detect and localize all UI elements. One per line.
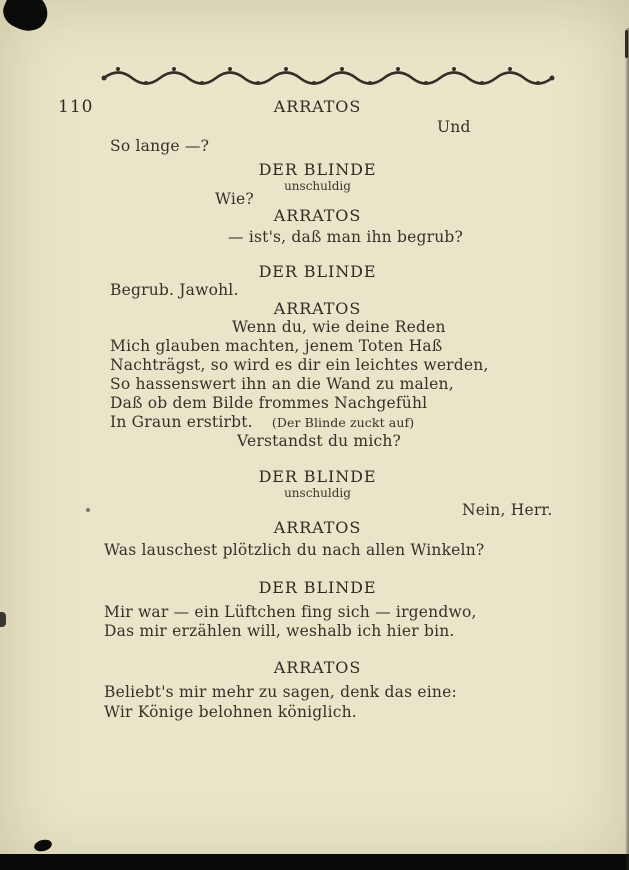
- dialogue-line: Nachträgst, so wird es dir ein leichtes werden,: [110, 356, 489, 374]
- dialogue-line: Daß ob dem Bilde frommes Nachgefühl: [110, 394, 428, 412]
- scan-artifact-top-right: [625, 30, 628, 58]
- dialogue-line: Wenn du, wie deine Reden: [232, 318, 446, 336]
- scan-artifact-bottom-bar: [0, 854, 629, 870]
- speaker-heading: DER BLINDE: [258, 262, 377, 281]
- stage-direction: unschuldig: [284, 486, 351, 500]
- stage-direction-inline: (Der Blinde zuckt auf): [271, 415, 415, 430]
- speaker-heading: DER BLINDE: [258, 160, 377, 179]
- dialogue-line: So lange —?: [110, 137, 210, 155]
- scan-artifact-top-left: [0, 0, 54, 37]
- scan-artifact-speck: [86, 508, 90, 512]
- dialogue-line: Mich glauben machten, jenem Toten Haß: [110, 337, 443, 355]
- scan-artifact-bottom-left: [33, 838, 53, 853]
- speaker-heading: ARRATOS: [273, 299, 362, 318]
- ornament-band: [100, 66, 558, 86]
- dialogue-line: Begrub. Jawohl.: [110, 281, 239, 299]
- stage-direction: unschuldig: [284, 179, 351, 193]
- page-number: 110: [58, 97, 94, 117]
- dialogue-line: Nein, Herr.: [462, 501, 553, 519]
- scan-artifact-right-edge: [625, 28, 629, 870]
- speaker-heading: ARRATOS: [273, 206, 362, 225]
- dialogue-line: Wir Könige belohnen königlich.: [104, 703, 357, 721]
- dialogue-line: Verstandst du mich?: [237, 432, 402, 450]
- speaker-heading: ARRATOS: [273, 518, 362, 537]
- ornament-wave: [104, 73, 552, 84]
- speaker-heading: ARRATOS: [273, 97, 362, 116]
- dialogue-line: Das mir erzählen will, weshalb ich hier bin.: [104, 622, 455, 640]
- speaker-heading: ARRATOS: [273, 658, 362, 677]
- dialogue-line: So hassenswert ihn an die Wand zu malen,: [110, 375, 454, 393]
- dialogue-line: Wie?: [215, 190, 254, 208]
- dialogue-line-text: In Graun erstirbt.: [110, 413, 253, 431]
- dialogue-line: [110, 413, 414, 432]
- dialogue-line: Mir war — ein Lüftchen fing sich — irgendwo,: [104, 603, 477, 621]
- scan-artifact-left-edge: [0, 612, 6, 627]
- speaker-heading: DER BLINDE: [258, 467, 377, 486]
- dialogue-line: Beliebt's mir mehr zu sagen, denk das eine:: [104, 683, 457, 701]
- dialogue-line: — ist's, daß man ihn begrub?: [228, 228, 464, 246]
- dialogue-line: Was lauschest plötzlich du nach allen Winkeln?: [104, 541, 485, 559]
- speaker-heading: DER BLINDE: [258, 578, 377, 597]
- dialogue-line: Und: [437, 118, 471, 136]
